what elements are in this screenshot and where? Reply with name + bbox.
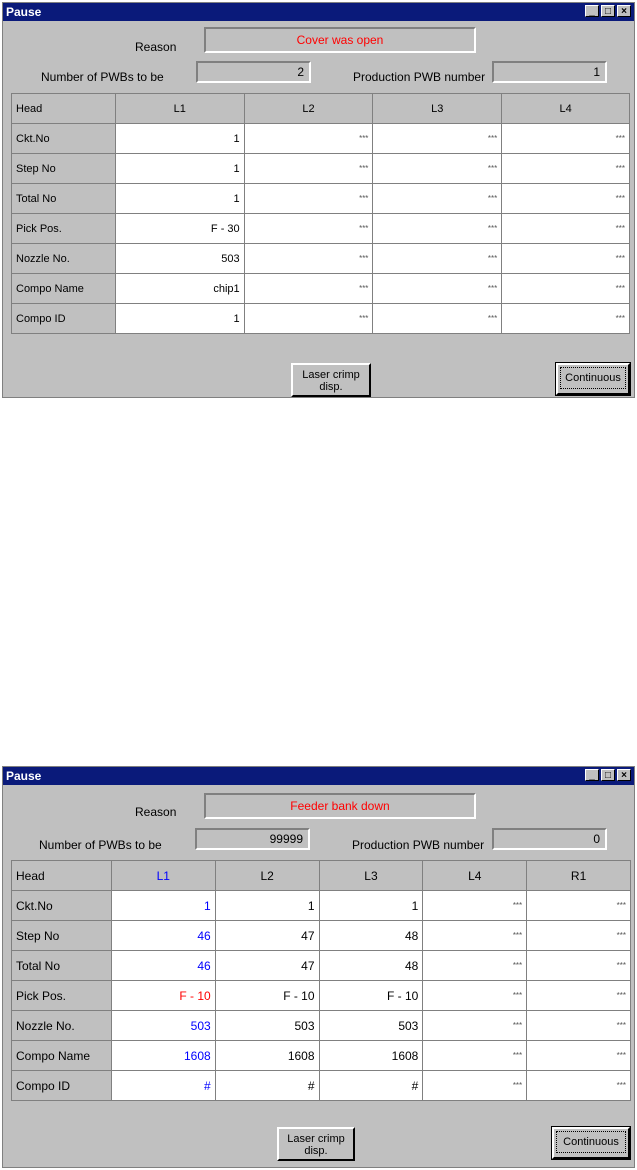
title-bar[interactable]	[3, 767, 634, 785]
table-cell: ***	[244, 124, 373, 154]
column-header-l2: L2	[244, 94, 373, 124]
table-cell: 1	[115, 124, 244, 154]
table-cell: 1608	[111, 1041, 215, 1071]
table-cell: 1	[111, 891, 215, 921]
continuous-button-label: Continuous	[560, 367, 626, 389]
laser-crimp-disp-button[interactable]: Laser crimp disp.	[277, 1127, 355, 1161]
table-cell: ***	[502, 154, 630, 184]
table-cell: ***	[527, 951, 631, 981]
row-header: Compo ID	[12, 304, 116, 334]
column-header-l4: L4	[502, 94, 630, 124]
table-row	[12, 951, 631, 981]
table-row	[12, 244, 630, 274]
close-icon[interactable]: ×	[617, 769, 631, 781]
table-cell: #	[215, 1071, 319, 1101]
table-cell: 46	[111, 921, 215, 951]
close-icon[interactable]: ×	[617, 5, 631, 17]
head-data-table	[11, 93, 630, 334]
table-cell: ***	[373, 124, 502, 154]
table-cell: ***	[423, 981, 527, 1011]
column-header-l2: L2	[215, 861, 319, 891]
table-cell: #	[319, 1071, 423, 1101]
row-header: Nozzle No.	[12, 1011, 112, 1041]
pwbs-to-be-field: 99999	[195, 828, 310, 850]
table-cell: ***	[502, 184, 630, 214]
table-cell: ***	[527, 1071, 631, 1101]
table-cell: chip1	[115, 274, 244, 304]
table-cell: ***	[244, 184, 373, 214]
production-pwb-field: 1	[492, 61, 607, 83]
table-cell: 1	[115, 304, 244, 334]
column-header-head: Head	[12, 861, 112, 891]
table-cell: 47	[215, 951, 319, 981]
table-cell: ***	[373, 244, 502, 274]
table-cell: 503	[215, 1011, 319, 1041]
table-cell: ***	[502, 244, 630, 274]
table-cell: ***	[423, 1011, 527, 1041]
table-cell: 503	[115, 244, 244, 274]
table-cell: 1	[115, 154, 244, 184]
minimize-icon[interactable]: _	[585, 5, 599, 17]
table-row	[12, 184, 630, 214]
row-header: Ckt.No	[12, 124, 116, 154]
row-header: Compo Name	[12, 274, 116, 304]
table-cell: ***	[527, 981, 631, 1011]
column-header-head: Head	[12, 94, 116, 124]
column-header-l1: L1	[115, 94, 244, 124]
production-pwb-label: Production PWB number	[352, 838, 485, 852]
table-cell: ***	[423, 1071, 527, 1101]
row-header: Total No	[12, 951, 112, 981]
table-row	[12, 214, 630, 244]
reason-label: Reason	[135, 805, 177, 819]
table-cell: 46	[111, 951, 215, 981]
table-cell: 503	[319, 1011, 423, 1041]
pwbs-to-be-label: Number of PWBs to be	[41, 70, 164, 84]
row-header: Pick Pos.	[12, 981, 112, 1011]
table-row	[12, 274, 630, 304]
table-cell: ***	[502, 304, 630, 334]
laser-crimp-disp-button[interactable]: Laser crimp disp.	[291, 363, 371, 397]
column-header-r1: R1	[527, 861, 631, 891]
table-row	[12, 1041, 631, 1071]
table-cell: ***	[244, 244, 373, 274]
table-cell: ***	[244, 304, 373, 334]
production-pwb-field: 0	[492, 828, 607, 850]
window-title: Pause	[6, 769, 42, 783]
table-cell: ***	[373, 214, 502, 244]
continuous-button-label: Continuous	[556, 1131, 626, 1153]
header-row	[12, 861, 631, 891]
maximize-icon[interactable]: □	[601, 5, 615, 17]
reason-field: Cover was open	[204, 27, 476, 53]
table-cell: 48	[319, 921, 423, 951]
table-cell: ***	[423, 891, 527, 921]
pause-dialog-1	[2, 2, 635, 398]
row-header: Total No	[12, 184, 116, 214]
table-cell: 1	[319, 891, 423, 921]
table-cell: 1608	[215, 1041, 319, 1071]
table-cell: ***	[527, 891, 631, 921]
table-cell: F - 30	[115, 214, 244, 244]
table-cell: ***	[423, 951, 527, 981]
header-row	[12, 94, 630, 124]
table-cell: ***	[502, 124, 630, 154]
table-row	[12, 891, 631, 921]
reason-field: Feeder bank down	[204, 793, 476, 819]
table-row	[12, 124, 630, 154]
table-cell: ***	[527, 1011, 631, 1041]
column-header-l1: L1	[111, 861, 215, 891]
row-header: Nozzle No.	[12, 244, 116, 274]
table-row	[12, 1011, 631, 1041]
continuous-button[interactable]	[552, 1127, 630, 1159]
reason-label: Reason	[135, 40, 177, 54]
window-title: Pause	[6, 5, 42, 19]
table-cell: ***	[373, 274, 502, 304]
table-row	[12, 154, 630, 184]
column-header-l4: L4	[423, 861, 527, 891]
table-cell: ***	[423, 1041, 527, 1071]
table-cell: #	[111, 1071, 215, 1101]
pwbs-to-be-field: 2	[196, 61, 311, 83]
row-header: Pick Pos.	[12, 214, 116, 244]
table-cell: ***	[423, 921, 527, 951]
row-header: Ckt.No	[12, 891, 112, 921]
table-cell: 1	[215, 891, 319, 921]
table-cell: ***	[373, 304, 502, 334]
table-cell: ***	[502, 214, 630, 244]
table-cell: F - 10	[215, 981, 319, 1011]
column-header-l3: L3	[373, 94, 502, 124]
table-row	[12, 1071, 631, 1101]
table-cell: ***	[373, 184, 502, 214]
table-cell: ***	[244, 214, 373, 244]
table-row	[12, 981, 631, 1011]
row-header: Step No	[12, 921, 112, 951]
production-pwb-label: Production PWB number	[353, 70, 486, 84]
minimize-icon[interactable]: _	[585, 769, 599, 781]
maximize-icon[interactable]: □	[601, 769, 615, 781]
continuous-button[interactable]	[556, 363, 630, 395]
row-header: Compo ID	[12, 1071, 112, 1101]
table-row	[12, 921, 631, 951]
table-cell: F - 10	[319, 981, 423, 1011]
row-header: Step No	[12, 154, 116, 184]
table-cell: ***	[373, 154, 502, 184]
table-cell: F - 10	[111, 981, 215, 1011]
head-data-table	[11, 860, 631, 1101]
row-header: Compo Name	[12, 1041, 112, 1071]
table-cell: 1	[115, 184, 244, 214]
table-cell: 48	[319, 951, 423, 981]
table-cell: 503	[111, 1011, 215, 1041]
table-cell: ***	[502, 274, 630, 304]
pwbs-to-be-label: Number of PWBs to be	[39, 838, 162, 852]
table-cell: ***	[527, 921, 631, 951]
table-row	[12, 304, 630, 334]
table-cell: ***	[244, 154, 373, 184]
table-cell: 47	[215, 921, 319, 951]
table-cell: ***	[244, 274, 373, 304]
column-header-l3: L3	[319, 861, 423, 891]
title-bar[interactable]	[3, 3, 634, 21]
pause-dialog-2	[2, 766, 635, 1168]
table-cell: ***	[527, 1041, 631, 1071]
table-cell: 1608	[319, 1041, 423, 1071]
